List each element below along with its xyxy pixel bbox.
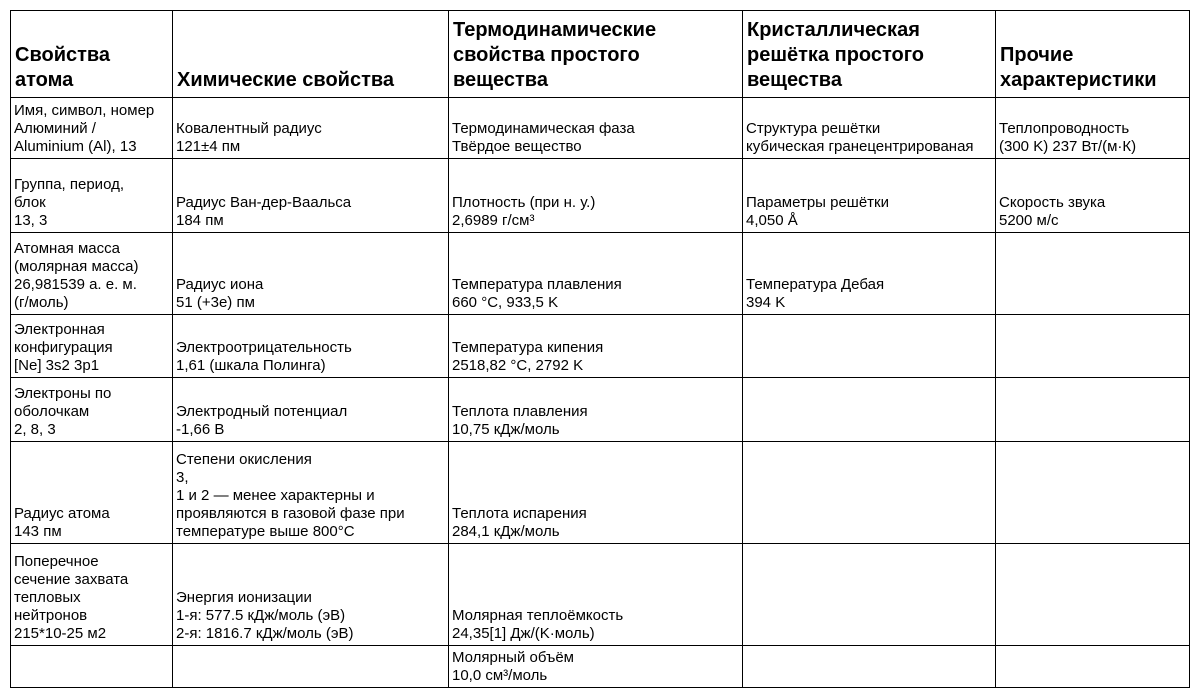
table-row: [11, 442, 1190, 544]
table-cell: Радиус Ван-дер-Ваальса 184 пм: [173, 159, 449, 233]
table-cell: Электроотрицательность 1,61 (шкала Полинга): [173, 315, 449, 378]
table-row: [11, 98, 1190, 159]
table-cell: Плотность (при н. у.) 2,6989 г/см³: [449, 159, 743, 233]
table-cell: Поперечное сечение захвата тепловых нейтронов 215*10-25 м2: [11, 544, 173, 646]
header-row: [11, 11, 1190, 98]
aluminium-properties-table: [10, 10, 1190, 688]
table-cell: Электродный потенциал -1,66 В: [173, 378, 449, 442]
table-cell: Степени окисления 3, 1 и 2 — менее характерны и проявляются в газовой фазе при температуре выше 800°C: [173, 442, 449, 544]
table-cell: [743, 378, 996, 442]
table-row: [11, 159, 1190, 233]
table-cell: Теплота плавления 10,75 кДж/моль: [449, 378, 743, 442]
table-cell: Параметры решётки 4,050 Å: [743, 159, 996, 233]
table-cell: Радиус атома 143 пм: [11, 442, 173, 544]
table-row: [11, 315, 1190, 378]
table-cell: [11, 646, 173, 688]
table-cell: Термодинамическая фаза Твёрдое вещество: [449, 98, 743, 159]
table-cell: Группа, период, блок 13, 3: [11, 159, 173, 233]
table-cell: [173, 646, 449, 688]
table-cell: Скорость звука 5200 м/с: [996, 159, 1190, 233]
table-cell: Электроны по оболочкам 2, 8, 3: [11, 378, 173, 442]
table-row: [11, 378, 1190, 442]
table-cell: [743, 442, 996, 544]
table-cell: [996, 378, 1190, 442]
table-cell: [743, 544, 996, 646]
table-cell: Теплота испарения 284,1 кДж/моль: [449, 442, 743, 544]
table-cell: Температура плавления 660 °C, 933,5 K: [449, 233, 743, 315]
table-cell: Температура Дебая 394 K: [743, 233, 996, 315]
table-cell: [996, 315, 1190, 378]
table-cell: Радиус иона 51 (+3e) пм: [173, 233, 449, 315]
header-other-characteristics: Прочие характеристики: [996, 11, 1190, 98]
header-crystal-lattice: Кристаллическая решётка простого вещества: [743, 11, 996, 98]
table-cell: Структура решётки кубическая гранецентрированая: [743, 98, 996, 159]
table-cell: [996, 233, 1190, 315]
header-atom-properties: Свойства атома: [11, 11, 173, 98]
table-cell: Энергия ионизации 1-я: 577.5 кДж/моль (эВ) 2-я: 1816.7 кДж/моль (эВ): [173, 544, 449, 646]
table-cell: Имя, символ, номер Алюминий / Aluminium (Al), 13: [11, 98, 173, 159]
table-cell: Молярная теплоёмкость 24,35[1] Дж/(K·моль): [449, 544, 743, 646]
header-thermodynamic-properties: Термодинамические свойства простого вещества: [449, 11, 743, 98]
table-row: [11, 544, 1190, 646]
table-cell: [743, 646, 996, 688]
table-cell: Молярный объём 10,0 см³/моль: [449, 646, 743, 688]
table-cell: [996, 646, 1190, 688]
table-row: [11, 233, 1190, 315]
table-cell: [743, 315, 996, 378]
table-row: [11, 646, 1190, 688]
table-cell: Ковалентный радиус 121±4 пм: [173, 98, 449, 159]
table-cell: Теплопроводность (300 K) 237 Вт/(м·К): [996, 98, 1190, 159]
table-cell: [996, 442, 1190, 544]
table-cell: Температура кипения 2518,82 °C, 2792 K: [449, 315, 743, 378]
table-cell: Электронная конфигурация [Ne] 3s2 3p1: [11, 315, 173, 378]
table-cell: Атомная масса (молярная масса) 26,981539 а. е. м. (г/моль): [11, 233, 173, 315]
header-chemical-properties: Химические свойства: [173, 11, 449, 98]
table-cell: [996, 544, 1190, 646]
